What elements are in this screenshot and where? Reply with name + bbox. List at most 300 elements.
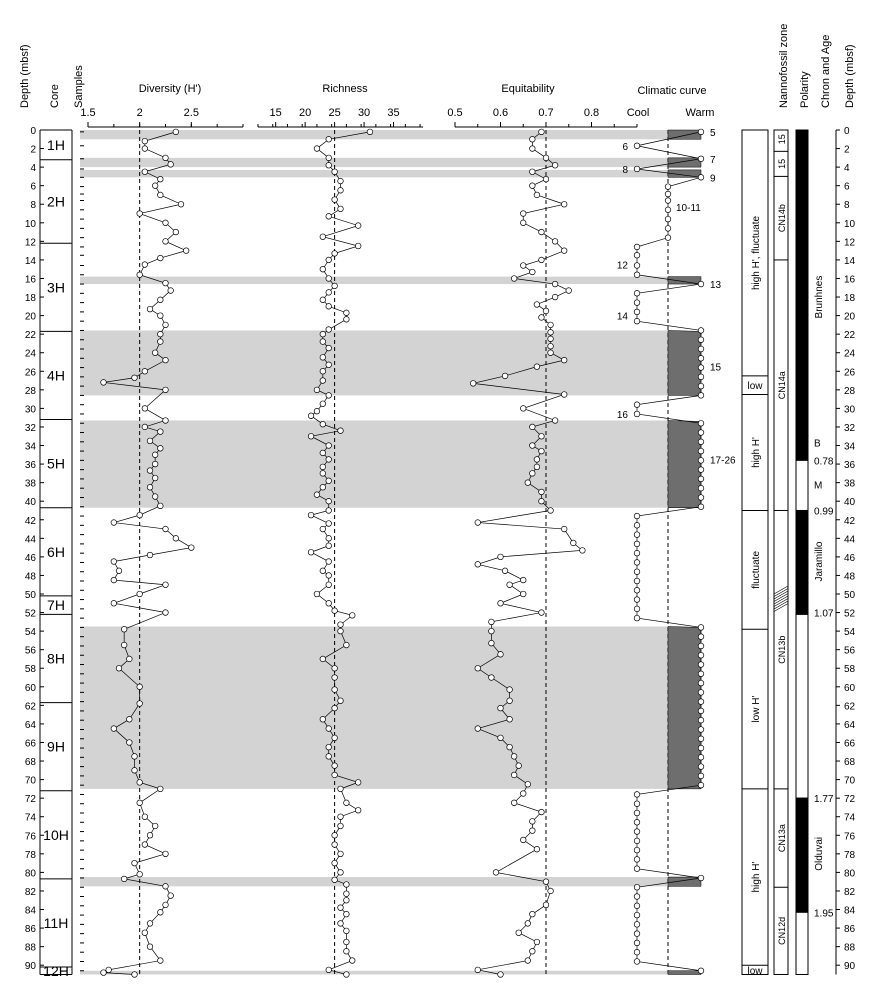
richness-point xyxy=(320,234,326,240)
richness-point xyxy=(367,129,373,135)
equitability-point xyxy=(534,464,540,470)
equitability-point xyxy=(539,498,545,504)
chron-label: Jaramillo xyxy=(814,541,825,582)
richness-point xyxy=(308,433,314,439)
depth-tick-label: 44 xyxy=(24,534,36,546)
richness-point xyxy=(320,464,326,470)
diversity-point xyxy=(121,626,127,632)
climatic-point xyxy=(634,560,640,566)
right-depth-tick-label: 84 xyxy=(844,905,856,917)
richness-point xyxy=(320,297,326,303)
climatic-point xyxy=(634,578,640,584)
climatic-line xyxy=(637,132,701,971)
equitability-point xyxy=(539,448,545,454)
equitability-point xyxy=(561,201,567,207)
climatic-point xyxy=(634,569,640,575)
climatic-point xyxy=(698,420,704,426)
right-depth-tick-label: 90 xyxy=(844,961,856,973)
richness-point xyxy=(344,310,350,316)
climatic-point xyxy=(634,523,640,529)
right-depth-tick-label: 32 xyxy=(844,422,856,434)
climatic-point xyxy=(698,476,704,482)
climatic-point xyxy=(698,708,704,714)
richness-point xyxy=(332,763,338,769)
nannofossil-label: CN13b xyxy=(777,635,787,664)
richness-point xyxy=(338,428,344,434)
equitability-point xyxy=(489,640,495,646)
richness-tick-label: 20 xyxy=(299,107,312,119)
climatic-point xyxy=(698,773,704,779)
right-depth-tick-label: 6 xyxy=(844,181,850,193)
richness-point xyxy=(326,967,332,973)
diversity-point xyxy=(152,823,158,829)
interpretation-label: low xyxy=(747,965,763,977)
richness-point xyxy=(326,498,332,504)
series-layer xyxy=(101,129,704,977)
nannofossil-label: 15 xyxy=(777,158,787,169)
depth-tick-label: 88 xyxy=(24,942,36,954)
climatic-point xyxy=(698,643,704,649)
right-depth-tick-label: 48 xyxy=(844,571,856,583)
equitability-point xyxy=(543,308,549,314)
richness-point xyxy=(344,882,350,888)
richness-title: Richness xyxy=(322,83,368,95)
richness-point xyxy=(344,928,350,934)
equitability-point xyxy=(507,687,513,693)
warm-band xyxy=(80,971,669,975)
warm-band xyxy=(80,170,669,177)
equitability-point xyxy=(543,176,549,182)
richness-point xyxy=(320,368,326,374)
depth-tick-label: 84 xyxy=(24,905,36,917)
equitability-point xyxy=(498,705,504,711)
climatic-warm-label: Warm xyxy=(685,107,715,119)
chron-label: 1.07 xyxy=(814,608,834,620)
equitability-title: Equitability xyxy=(501,83,555,95)
right-depth-tick-label: 62 xyxy=(844,701,856,713)
diversity-point xyxy=(111,577,117,583)
equitability-point xyxy=(534,457,540,463)
right-depth-tick-label: 56 xyxy=(844,645,856,657)
richness-point xyxy=(320,401,326,407)
diversity-point xyxy=(137,512,143,518)
richness-point xyxy=(326,508,332,514)
equitability-point xyxy=(561,392,567,398)
richness-point xyxy=(326,345,332,351)
diversity-point xyxy=(158,176,164,182)
diversity-point xyxy=(132,860,138,866)
interpretation-label: high H' xyxy=(751,437,762,468)
diversity-point xyxy=(163,322,169,328)
equitability-tick-label: 0.7 xyxy=(538,107,554,119)
equitability-point xyxy=(530,819,536,825)
right-depth-tick-label: 34 xyxy=(844,441,856,453)
diversity-point xyxy=(111,600,117,606)
diversity-point xyxy=(137,211,143,217)
right-depth-tick-label: 24 xyxy=(844,348,856,360)
depth-tick-label: 82 xyxy=(24,886,36,898)
diversity-point xyxy=(152,461,158,467)
equitability-point xyxy=(475,562,481,568)
equitability-point xyxy=(520,791,526,797)
climatic-point xyxy=(665,207,671,213)
diversity-point xyxy=(168,288,174,294)
equitability-point xyxy=(507,716,513,722)
diversity-point xyxy=(142,368,148,374)
depth-tick-label: 18 xyxy=(24,293,36,305)
climatic-point xyxy=(698,671,704,677)
diversity-tick-label: 2.5 xyxy=(183,107,199,119)
richness-point xyxy=(332,772,338,778)
climatic-point xyxy=(698,755,704,761)
equitability-point xyxy=(475,726,481,732)
depth-tick-label: 38 xyxy=(24,478,36,490)
climatic-point xyxy=(698,458,704,464)
equitability-point xyxy=(470,381,476,387)
equitability-point xyxy=(534,192,540,198)
equitability-point xyxy=(475,520,481,526)
depth-right-title: Depth (mbsf) xyxy=(844,44,856,108)
climatic-point xyxy=(665,216,671,222)
richness-point xyxy=(344,317,350,323)
diversity-point xyxy=(163,851,169,857)
richness-point xyxy=(332,860,338,866)
diversity-point xyxy=(142,842,148,848)
climatic-warm-fill xyxy=(668,330,701,395)
depth-tick-label: 66 xyxy=(24,738,36,750)
core-label: 10H xyxy=(43,826,69,843)
diversity-point xyxy=(152,475,158,481)
equitability-point xyxy=(516,930,522,936)
diversity-point xyxy=(189,545,195,551)
richness-point xyxy=(326,290,332,296)
right-depth-tick-label: 68 xyxy=(844,757,856,769)
climatic-stage-label: 10-11 xyxy=(676,203,701,215)
equitability-point xyxy=(552,281,558,287)
climatic-point xyxy=(634,829,640,835)
climatic-point xyxy=(634,903,640,909)
richness-point xyxy=(314,591,320,597)
warm-band xyxy=(80,626,669,788)
richness-point xyxy=(338,628,344,634)
diversity-point xyxy=(142,169,148,175)
diversity-point xyxy=(147,484,153,490)
equitability-point xyxy=(552,239,558,245)
climatic-stage-label: 7 xyxy=(710,154,716,166)
climatic-point xyxy=(634,810,640,816)
chron-label: Brunhnes xyxy=(814,275,825,319)
climatic-point xyxy=(698,782,704,788)
richness-tick-label: 30 xyxy=(357,107,371,119)
depth-tick-label: 10 xyxy=(24,218,36,230)
equitability-point xyxy=(520,220,526,226)
warm-band xyxy=(80,420,669,507)
diversity-point xyxy=(163,582,169,588)
equitability-point xyxy=(571,540,577,546)
depth-tick-label: 30 xyxy=(24,404,36,416)
equitability-point xyxy=(530,169,536,175)
chron-label: Olduvai xyxy=(814,836,825,871)
equitability-point xyxy=(525,480,531,486)
diversity-point xyxy=(173,229,179,235)
nannofossil-label: CN14b xyxy=(777,204,787,233)
richness-point xyxy=(320,484,326,490)
climatic-point xyxy=(634,597,640,603)
diversity-point xyxy=(163,239,169,245)
richness-point xyxy=(338,851,344,857)
climatic-stage-label: 16 xyxy=(616,409,628,421)
climatic-point xyxy=(698,690,704,696)
climatic-point xyxy=(665,191,671,197)
depth-tick-label: 54 xyxy=(24,627,36,639)
richness-point xyxy=(338,921,344,927)
climatic-stage-label: 17-26 xyxy=(710,455,736,467)
depth-tick-label: 64 xyxy=(24,719,36,731)
chron-label: 0.99 xyxy=(814,506,834,518)
richness-point xyxy=(349,958,355,964)
climatic-point xyxy=(698,156,704,162)
equitability-point xyxy=(520,577,526,583)
diversity-point xyxy=(158,339,164,345)
richness-point xyxy=(326,362,332,368)
equitability-point xyxy=(511,754,517,760)
richness-point xyxy=(332,735,338,741)
core-label: 3H xyxy=(47,279,65,296)
diversity-point xyxy=(132,972,138,978)
equitability-line xyxy=(473,132,582,975)
richness-point xyxy=(332,687,338,693)
diversity-point xyxy=(158,313,164,319)
richness-point xyxy=(344,642,350,648)
climatic-point xyxy=(698,727,704,733)
richness-point xyxy=(349,613,355,619)
equitability-point xyxy=(543,902,549,908)
richness-point xyxy=(320,266,326,272)
climatic-point xyxy=(698,680,704,686)
climatic-warm-fill xyxy=(668,626,701,788)
depth-tick-label: 50 xyxy=(24,590,36,601)
diversity-point xyxy=(158,331,164,337)
equitability-point xyxy=(525,921,531,927)
richness-point xyxy=(326,393,332,399)
richness-point xyxy=(320,421,326,427)
richness-point xyxy=(332,665,338,671)
climatic-point xyxy=(634,309,640,315)
climatic-warm-fill xyxy=(668,420,701,507)
climatic-point xyxy=(698,393,704,399)
core-label: 2H xyxy=(47,193,65,210)
climatic-point xyxy=(698,764,704,770)
richness-point xyxy=(326,478,332,484)
climatic-point xyxy=(634,263,640,269)
right-depth-tick-label: 46 xyxy=(844,552,856,564)
richness-point xyxy=(308,549,314,555)
climatic-point xyxy=(698,625,704,631)
climatic-point xyxy=(634,819,640,825)
climatic-stage-label: 13 xyxy=(710,280,722,292)
climatic-point xyxy=(634,550,640,556)
nannofossil-hatch xyxy=(774,586,788,612)
richness-point xyxy=(326,559,332,565)
equitability-point xyxy=(543,155,549,161)
equitability-point xyxy=(534,939,540,945)
equitability-point xyxy=(530,828,536,834)
richness-point xyxy=(326,754,332,760)
richness-tick-label: 15 xyxy=(269,107,282,119)
core-label: 4H xyxy=(47,367,65,384)
equitability-point xyxy=(489,675,495,681)
climatic-point xyxy=(698,736,704,742)
climatic-point xyxy=(634,606,640,612)
core-title: Core xyxy=(49,84,61,108)
right-depth-tick-label: 22 xyxy=(844,330,856,342)
diversity-point xyxy=(137,701,143,707)
right-depth-tick-label: 80 xyxy=(844,868,856,880)
diversity-point xyxy=(163,526,169,532)
climatic-point xyxy=(634,318,640,324)
depth-tick-label: 90 xyxy=(24,961,36,973)
diversity-point xyxy=(168,162,174,168)
diversity-point xyxy=(142,814,148,820)
climatic-point xyxy=(634,272,640,278)
climatic-point xyxy=(634,801,640,807)
richness-point xyxy=(326,327,332,333)
richness-point xyxy=(320,716,326,722)
richness-point xyxy=(308,512,314,518)
richness-point xyxy=(326,543,332,549)
climatic-point xyxy=(634,402,640,408)
climatic-point xyxy=(634,411,640,417)
right-depth-tick-label: 20 xyxy=(844,311,856,323)
climatic-point xyxy=(698,485,704,491)
richness-point xyxy=(332,608,338,614)
depth-tick-label: 56 xyxy=(24,645,36,657)
climatic-point xyxy=(698,430,704,436)
diversity-point xyxy=(147,921,153,927)
equitability-point xyxy=(539,315,545,321)
climatic-point xyxy=(698,699,704,705)
richness-point xyxy=(320,355,326,361)
equitability-point xyxy=(520,591,526,597)
climatic-stage-label: 14 xyxy=(616,311,628,323)
equitability-point xyxy=(498,554,504,560)
richness-point xyxy=(326,573,332,579)
richness-tick-label: 25 xyxy=(328,107,341,119)
polarity-title: Polarity xyxy=(799,71,811,108)
equitability-point xyxy=(548,336,554,342)
climatic-point xyxy=(698,337,704,343)
richness-point xyxy=(338,698,344,704)
diversity-point xyxy=(111,559,117,565)
equitability-point xyxy=(552,294,558,300)
depth-tick-label: 8 xyxy=(30,200,36,212)
diversity-point xyxy=(173,129,179,135)
diversity-point xyxy=(152,494,158,500)
diversity-point xyxy=(158,503,164,509)
depth-tick-label: 40 xyxy=(24,497,36,509)
climatic-point xyxy=(634,912,640,918)
climatic-point xyxy=(634,792,640,798)
diversity-point xyxy=(101,970,107,976)
polarity-reversed xyxy=(796,614,808,798)
diversity-point xyxy=(158,297,164,303)
diversity-tick-label: 2 xyxy=(136,107,143,119)
equitability-point xyxy=(561,357,567,363)
richness-point xyxy=(326,726,332,732)
diversity-point xyxy=(183,248,189,254)
equitability-point xyxy=(520,406,526,412)
equitability-point xyxy=(561,248,567,254)
climatic-point xyxy=(665,226,671,232)
depth-tick-label: 86 xyxy=(24,924,36,936)
diversity-point xyxy=(158,910,164,916)
diversity-point xyxy=(158,192,164,198)
climatic-warm-fill xyxy=(668,277,701,284)
interpretation-label: low xyxy=(747,381,763,393)
climatic-stage-label: 15 xyxy=(710,362,722,374)
richness-point xyxy=(326,521,332,527)
diversity-point xyxy=(163,220,169,226)
climatic-point xyxy=(634,244,640,250)
diversity-line xyxy=(104,132,192,975)
equitability-point xyxy=(548,350,554,356)
diversity-point xyxy=(147,468,153,474)
diversity-point xyxy=(127,656,133,662)
depth-tick-label: 14 xyxy=(24,255,36,267)
right-depth-tick-label: 88 xyxy=(844,942,856,954)
nannofossil-title: Nannofossil zone xyxy=(778,23,790,108)
diversity-point xyxy=(137,871,143,877)
depth-tick-label: 16 xyxy=(24,274,36,286)
diversity-point xyxy=(142,406,148,412)
richness-point xyxy=(326,257,332,263)
richness-point xyxy=(320,378,326,384)
right-depth-tick-label: 82 xyxy=(844,886,856,898)
diversity-point xyxy=(163,610,169,616)
climatic-point xyxy=(698,439,704,445)
equitability-point xyxy=(530,911,536,917)
climatic-point xyxy=(634,252,640,258)
nannofossil-label: CN12d xyxy=(777,916,787,945)
climatic-point xyxy=(634,166,640,172)
depth-tick-label: 2 xyxy=(30,144,36,156)
climatic-point xyxy=(634,847,640,853)
richness-point xyxy=(338,786,344,792)
climatic-warm-fill xyxy=(668,971,701,975)
equitability-point xyxy=(530,948,536,954)
diversity-point xyxy=(142,930,148,936)
climatic-point xyxy=(634,532,640,538)
diversity-point xyxy=(137,800,143,806)
equitability-point xyxy=(530,183,536,189)
climatic-point xyxy=(665,235,671,241)
core-label: 6H xyxy=(47,543,65,560)
richness-point xyxy=(338,870,344,876)
diversity-point xyxy=(121,876,127,882)
right-depth-tick-label: 70 xyxy=(844,775,856,787)
diversity-point xyxy=(116,568,122,574)
right-depth-tick-label: 8 xyxy=(844,200,850,212)
richness-point xyxy=(320,471,326,477)
equitability-point xyxy=(498,652,504,658)
diversity-point xyxy=(142,424,148,430)
depth-tick-label: 60 xyxy=(24,682,36,694)
diversity-point xyxy=(163,902,169,908)
climatic-point xyxy=(665,184,671,190)
core-label: 1H xyxy=(47,136,65,153)
depth-tick-label: 70 xyxy=(24,775,36,787)
equitability-point xyxy=(520,837,526,843)
